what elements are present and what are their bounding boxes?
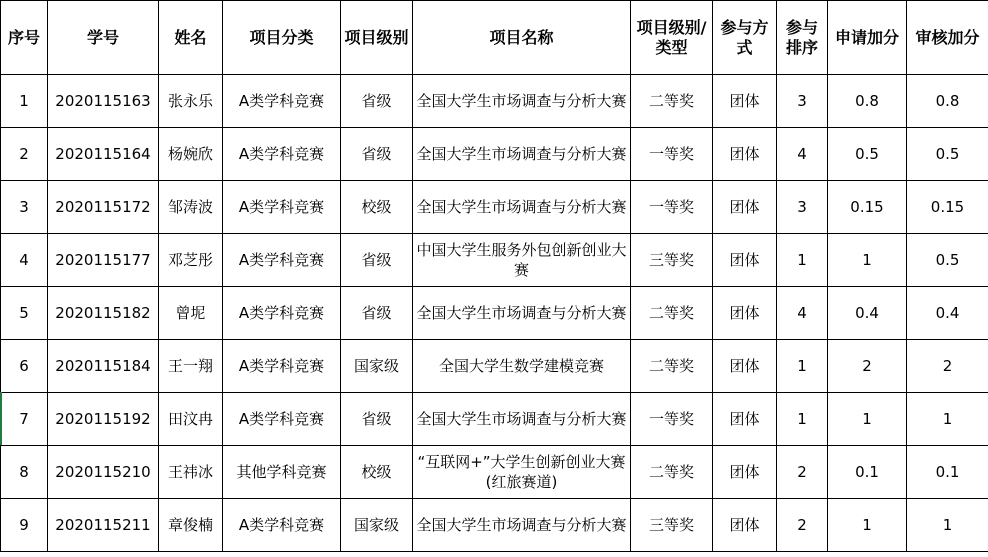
cell-approved-points[interactable]: 0.1 (907, 446, 988, 499)
cell-rank[interactable]: 3 (777, 181, 828, 234)
cell-name[interactable]: 章俊楠 (159, 499, 223, 552)
table-row (1, 287, 988, 340)
cell-category[interactable]: A类学科竞赛 (223, 393, 341, 446)
cell-index[interactable]: 3 (1, 181, 48, 234)
cell-project-name[interactable]: 全国大学生市场调查与分析大赛 (413, 287, 631, 340)
cell-level[interactable]: 校级 (341, 446, 413, 499)
cell-category[interactable]: A类学科竞赛 (223, 181, 341, 234)
table-row (1, 499, 988, 552)
cell-level[interactable]: 省级 (341, 393, 413, 446)
cell-name[interactable]: 曾坭 (159, 287, 223, 340)
cell-student-id[interactable]: 2020115164 (48, 128, 159, 181)
header-cell-award-type[interactable]: 项目级别/类型 (631, 1, 713, 75)
cell-student-id[interactable]: 2020115172 (48, 181, 159, 234)
table-row (1, 128, 988, 181)
cell-applied-points[interactable]: 1 (828, 499, 907, 552)
cell-applied-points[interactable]: 0.5 (828, 128, 907, 181)
cell-award-type[interactable]: 三等奖 (631, 234, 713, 287)
cell-applied-points[interactable]: 1 (828, 393, 907, 446)
cell-student-id[interactable]: 2020115192 (48, 393, 159, 446)
header-cell-rank[interactable]: 参与排序 (777, 1, 828, 75)
cell-index[interactable]: 8 (1, 446, 48, 499)
header-cell-participation[interactable]: 参与方式 (713, 1, 777, 75)
cell-name[interactable]: 王祎冰 (159, 446, 223, 499)
cell-name[interactable]: 杨婉欣 (159, 128, 223, 181)
cell-approved-points[interactable]: 0.8 (907, 75, 988, 128)
cell-project-name[interactable]: 全国大学生市场调查与分析大赛 (413, 75, 631, 128)
cell-participation[interactable]: 团体 (713, 128, 777, 181)
table-row (1, 75, 988, 128)
cell-project-name[interactable]: 全国大学生市场调查与分析大赛 (413, 181, 631, 234)
cell-category[interactable]: A类学科竞赛 (223, 128, 341, 181)
table-row (1, 234, 988, 287)
cell-award-type[interactable]: 二等奖 (631, 340, 713, 393)
cell-applied-points[interactable]: 0.8 (828, 75, 907, 128)
cell-participation[interactable]: 团体 (713, 287, 777, 340)
cell-participation[interactable]: 团体 (713, 234, 777, 287)
cell-index[interactable]: 1 (1, 75, 48, 128)
cell-category[interactable]: A类学科竞赛 (223, 234, 341, 287)
header-cell-index[interactable]: 序号 (1, 1, 48, 75)
cell-participation[interactable]: 团体 (713, 181, 777, 234)
header-cell-level[interactable]: 项目级别 (341, 1, 413, 75)
cell-participation[interactable]: 团体 (713, 393, 777, 446)
cell-applied-points[interactable]: 0.4 (828, 287, 907, 340)
cell-category[interactable]: A类学科竞赛 (223, 499, 341, 552)
cell-name[interactable]: 田汶冉 (159, 393, 223, 446)
header-cell-approved-points[interactable]: 审核加分 (907, 1, 988, 75)
cell-rank[interactable]: 2 (777, 499, 828, 552)
cell-rank[interactable]: 2 (777, 446, 828, 499)
table-row (1, 446, 988, 499)
cell-level[interactable]: 省级 (341, 234, 413, 287)
cell-level[interactable]: 校级 (341, 181, 413, 234)
cell-name[interactable]: 邓芝彤 (159, 234, 223, 287)
header-cell-category[interactable]: 项目分类 (223, 1, 341, 75)
table-row (1, 181, 988, 234)
cell-level[interactable]: 省级 (341, 128, 413, 181)
cell-category[interactable]: 其他学科竞赛 (223, 446, 341, 499)
cell-student-id[interactable]: 2020115182 (48, 287, 159, 340)
cell-award-type[interactable]: 三等奖 (631, 499, 713, 552)
cell-index[interactable]: 6 (1, 340, 48, 393)
cell-project-name[interactable]: “互联网+”大学生创新创业大赛(红旅赛道) (413, 446, 631, 499)
cell-award-type[interactable]: 一等奖 (631, 128, 713, 181)
cell-index[interactable]: 2 (1, 128, 48, 181)
cell-name[interactable]: 王一翔 (159, 340, 223, 393)
cell-student-id[interactable]: 2020115163 (48, 75, 159, 128)
cell-participation[interactable]: 团体 (713, 446, 777, 499)
selection-edge-marker (0, 392, 2, 445)
cell-rank[interactable]: 1 (777, 393, 828, 446)
cell-award-type[interactable]: 二等奖 (631, 75, 713, 128)
cell-level[interactable]: 国家级 (341, 340, 413, 393)
cell-project-name[interactable]: 中国大学生服务外包创新创业大赛 (413, 234, 631, 287)
cell-index[interactable]: 9 (1, 499, 48, 552)
cell-category[interactable]: A类学科竞赛 (223, 340, 341, 393)
cell-award-type[interactable]: 一等奖 (631, 181, 713, 234)
cell-approved-points[interactable]: 1 (907, 499, 988, 552)
cell-approved-points[interactable]: 0.4 (907, 287, 988, 340)
header-cell-student-id[interactable]: 学号 (48, 1, 159, 75)
cell-project-name[interactable]: 全国大学生市场调查与分析大赛 (413, 393, 631, 446)
cell-award-type[interactable]: 二等奖 (631, 287, 713, 340)
cell-level[interactable]: 省级 (341, 287, 413, 340)
cell-approved-points[interactable]: 1 (907, 393, 988, 446)
cell-approved-points[interactable]: 2 (907, 340, 988, 393)
cell-applied-points[interactable]: 0.1 (828, 446, 907, 499)
cell-participation[interactable]: 团体 (713, 75, 777, 128)
cell-student-id[interactable]: 2020115210 (48, 446, 159, 499)
cell-index[interactable]: 7 (1, 393, 48, 446)
cell-student-id[interactable]: 2020115177 (48, 234, 159, 287)
cell-rank[interactable]: 3 (777, 75, 828, 128)
cell-project-name[interactable]: 全国大学生市场调查与分析大赛 (413, 128, 631, 181)
cell-index[interactable]: 4 (1, 234, 48, 287)
cell-student-id[interactable]: 2020115211 (48, 499, 159, 552)
table-row (1, 340, 988, 393)
header-row (1, 1, 988, 75)
cell-rank[interactable]: 4 (777, 128, 828, 181)
cell-award-type[interactable]: 二等奖 (631, 446, 713, 499)
header-cell-name[interactable]: 姓名 (159, 1, 223, 75)
cell-approved-points[interactable]: 0.15 (907, 181, 988, 234)
cell-rank[interactable]: 1 (777, 340, 828, 393)
cell-project-name[interactable]: 全国大学生数学建模竞赛 (413, 340, 631, 393)
cell-approved-points[interactable]: 0.5 (907, 128, 988, 181)
header-cell-applied-points[interactable]: 申请加分 (828, 1, 907, 75)
cell-name[interactable]: 邹涛波 (159, 181, 223, 234)
cell-index[interactable]: 5 (1, 287, 48, 340)
cell-rank[interactable]: 4 (777, 287, 828, 340)
cell-student-id[interactable]: 2020115184 (48, 340, 159, 393)
cell-award-type[interactable]: 一等奖 (631, 393, 713, 446)
header-cell-project-name[interactable]: 项目名称 (413, 1, 631, 75)
cell-rank[interactable]: 1 (777, 234, 828, 287)
cell-level[interactable]: 国家级 (341, 499, 413, 552)
cell-level[interactable]: 省级 (341, 75, 413, 128)
cell-category[interactable]: A类学科竞赛 (223, 287, 341, 340)
cell-participation[interactable]: 团体 (713, 340, 777, 393)
cell-category[interactable]: A类学科竞赛 (223, 75, 341, 128)
cell-applied-points[interactable]: 0.15 (828, 181, 907, 234)
cell-approved-points[interactable]: 0.5 (907, 234, 988, 287)
cell-project-name[interactable]: 全国大学生市场调查与分析大赛 (413, 499, 631, 552)
cell-applied-points[interactable]: 1 (828, 234, 907, 287)
cell-name[interactable]: 张永乐 (159, 75, 223, 128)
cell-participation[interactable]: 团体 (713, 499, 777, 552)
table-row (1, 393, 988, 446)
cell-applied-points[interactable]: 2 (828, 340, 907, 393)
